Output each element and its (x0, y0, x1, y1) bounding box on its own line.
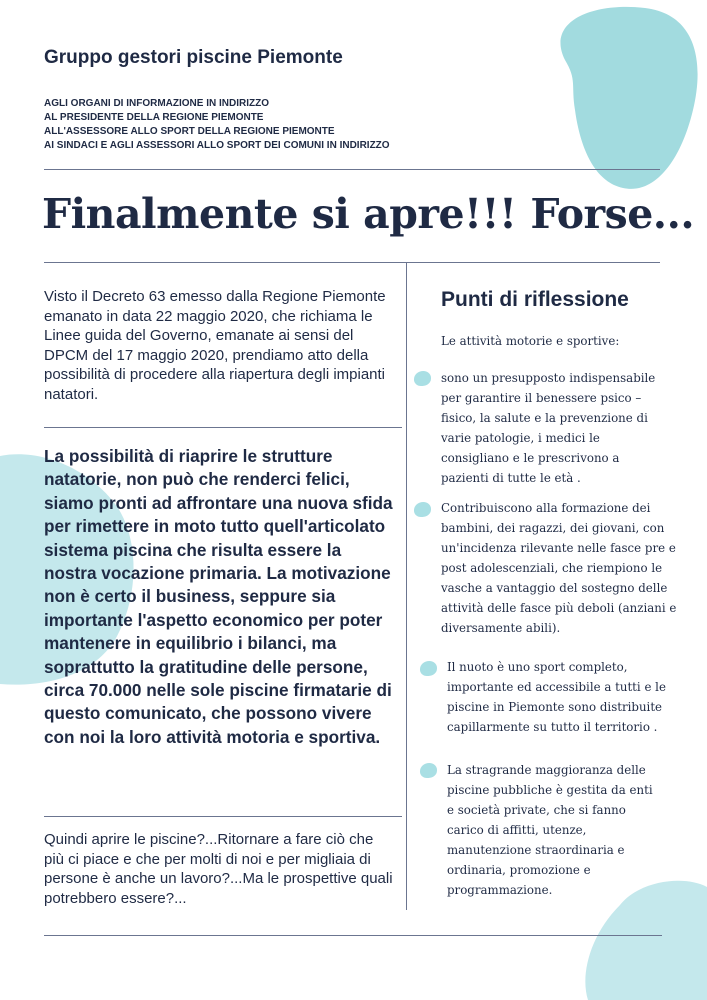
reflection-point: La stragrande maggioranza delle piscine pubbliche è gestita da enti e società private, che si fanno carico di affitti, utenze, manutenzione straordinaria e ordinaria, promozione e programmazione. (447, 763, 653, 897)
reflection-point: sono un presupposto indispensabile per garantire il benessere psico – fisico, la salute e la prevenzione di varie patologie, i medici le consigliano e le prescrivono a pazienti di tutte le età . (441, 371, 656, 485)
organization-name: Gruppo gestori piscine Piemonte (44, 47, 343, 68)
column-divider (406, 263, 407, 910)
reflection-point: Il nuoto è uno sport completo, importante ed accessibile a tutti e le piscine in Piemonte sono distribuite capillarmente su tutto il territorio . (447, 660, 666, 734)
intro-paragraph: Visto il Decreto 63 emesso dalla Regione Piemonte emanato in data 22 maggio 2020, che richiama le Linee guida del Governo, emanate ai sensi del DPCM del 17 maggio 2020, prendiamo atto della possibilità di procedere alla riapertura degli impianti natatori. (44, 288, 386, 403)
recipient-line: AL PRESIDENTE DELLA REGIONE PIEMONTE (44, 112, 264, 123)
lead-paragraph: La possibilità di riaprire le strutture natatorie, non può che renderci felici, siamo pronti ad affrontare una nuova sfida per rimettere in moto tutto quell'articolato sistema piscina che risulta essere la nostra vocazione primaria. La motivazione non è certo il business, seppure sia importante l'aspetto economico per poter mantenere in equilibrio i bilanci, ma soprattutto la gratitudine delle persone, circa 70.000 nelle sole piscine firmatarie di questo comunicato, che possono vivere con noi la loro attività motoria e sportiva. (44, 446, 393, 747)
sidebar-intro: Le attività motorie e sportive: (441, 334, 620, 348)
recipient-line: ALL'ASSESSORE ALLO SPORT DELLA REGIONE PIEMONTE (44, 126, 335, 137)
divider-under-headline (44, 262, 660, 263)
bullet-dot-icon (414, 371, 431, 386)
sidebar-title: Punti di riflessione (441, 288, 629, 311)
bullet-dot-icon (420, 661, 437, 676)
bullet-dot-icon (420, 763, 437, 778)
recipient-line: AGLI ORGANI DI INFORMAZIONE IN INDIRIZZO (44, 98, 269, 109)
headline: Finalmente si apre!!! Forse... (42, 190, 695, 238)
recipients-list (44, 97, 390, 153)
divider-bottom (44, 935, 662, 936)
divider-top (44, 169, 660, 170)
closing-paragraph: Quindi aprire le piscine?...Ritornare a fare ciò che più ci piace e che per molti di noi e per migliaia di persone è anche un lavoro?...Ma le prospettive quali potrebbero essere?... (44, 831, 393, 907)
divider-lead (44, 816, 402, 817)
decorative-blob-top-right (505, 0, 707, 200)
reflection-point: Contribuiscono alla formazione dei bambini, dei ragazzi, dei giovani, con un'incidenza rilevante nelle fasce pre e post adolescenziali, che riempiono le vasche a vantaggio del sostegno delle attività delle fasce più deboli (anziani e diversamente abili). (441, 501, 677, 635)
divider-intro (44, 427, 402, 428)
recipient-line: AI SINDACI E AGLI ASSESSORI ALLO SPORT DEI COMUNI IN INDIRIZZO (44, 140, 390, 151)
bullet-dot-icon (414, 502, 431, 517)
